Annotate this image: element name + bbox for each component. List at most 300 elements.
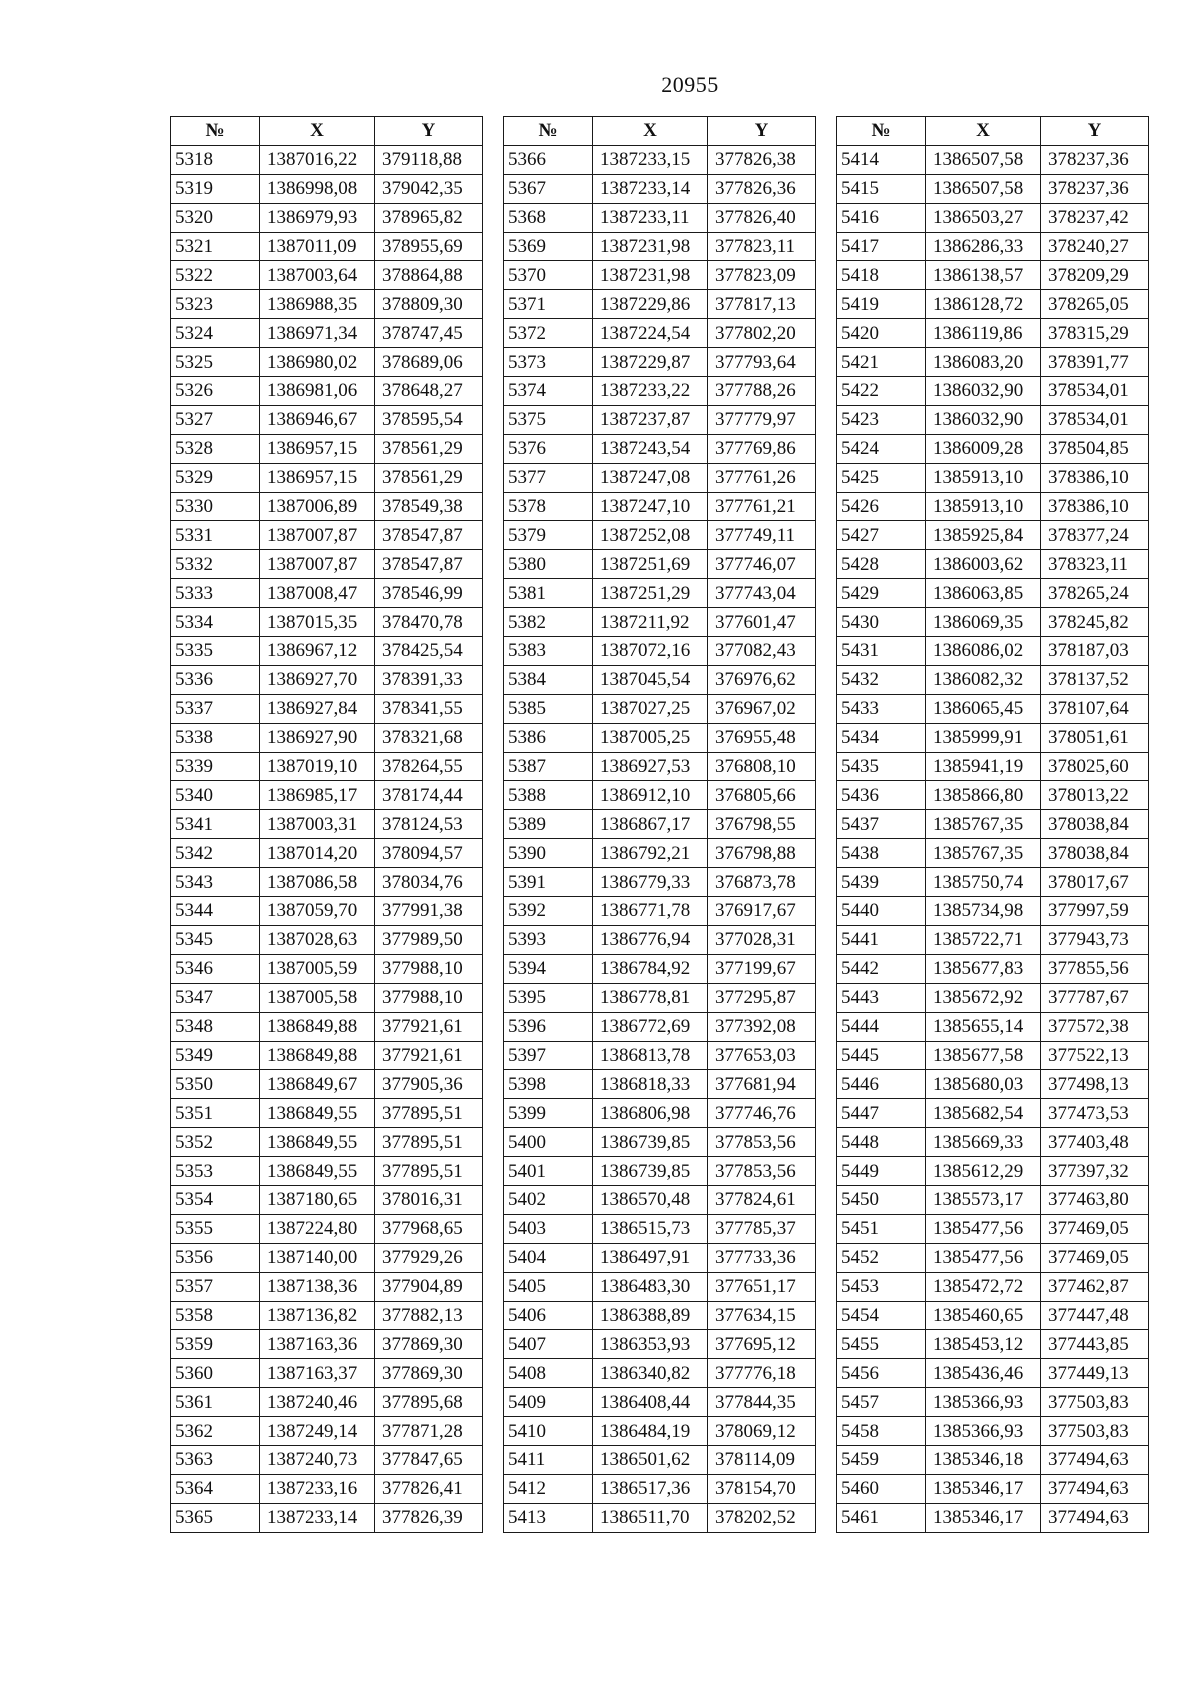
table-row <box>504 261 816 290</box>
point-number-cell: 5454 <box>837 1301 926 1330</box>
x-coordinate-cell: 1387233,15 <box>593 145 708 174</box>
point-number-cell: 5437 <box>837 810 926 839</box>
table-row <box>837 839 1149 868</box>
table-row <box>171 1243 483 1272</box>
x-coordinate-cell: 1385750,74 <box>926 868 1041 897</box>
x-coordinate-cell: 1386849,88 <box>260 1012 375 1041</box>
point-number-cell: 5423 <box>837 405 926 434</box>
table-row <box>171 897 483 926</box>
x-coordinate-cell: 1387231,98 <box>593 261 708 290</box>
x-coordinate-cell: 1387072,16 <box>593 637 708 666</box>
point-number-cell: 5380 <box>504 550 593 579</box>
x-coordinate-cell: 1385436,46 <box>926 1359 1041 1388</box>
x-coordinate-cell: 1386501,62 <box>593 1445 708 1474</box>
x-coordinate-cell: 1385999,91 <box>926 723 1041 752</box>
x-coordinate-cell: 1387224,54 <box>593 319 708 348</box>
point-number-cell: 5386 <box>504 723 593 752</box>
x-coordinate-cell: 1386927,70 <box>260 665 375 694</box>
point-number-cell: 5393 <box>504 925 593 954</box>
point-number-cell: 5417 <box>837 232 926 261</box>
y-coordinate-cell: 377943,73 <box>1041 925 1149 954</box>
point-number-cell: 5334 <box>171 608 260 637</box>
header-row <box>837 117 1149 146</box>
point-number-cell: 5376 <box>504 434 593 463</box>
table-row <box>171 232 483 261</box>
table-row <box>837 290 1149 319</box>
point-number-cell: 5349 <box>171 1041 260 1070</box>
y-coordinate-cell: 377826,41 <box>375 1474 483 1503</box>
y-coordinate-cell: 378051,61 <box>1041 723 1149 752</box>
table-row <box>837 521 1149 550</box>
x-coordinate-cell: 1387140,00 <box>260 1243 375 1272</box>
point-number-cell: 5403 <box>504 1214 593 1243</box>
y-coordinate-cell: 377895,51 <box>375 1128 483 1157</box>
table-row <box>504 810 816 839</box>
point-number-cell: 5375 <box>504 405 593 434</box>
x-coordinate-cell: 1387003,64 <box>260 261 375 290</box>
table-row <box>837 665 1149 694</box>
y-coordinate-cell: 376917,67 <box>708 897 816 926</box>
y-coordinate-cell: 377469,05 <box>1041 1214 1149 1243</box>
y-coordinate-cell: 377695,12 <box>708 1330 816 1359</box>
y-coordinate-cell: 378391,77 <box>1041 348 1149 377</box>
x-coordinate-cell: 1387240,73 <box>260 1445 375 1474</box>
point-number-cell: 5452 <box>837 1243 926 1272</box>
x-coordinate-cell: 1387240,46 <box>260 1388 375 1417</box>
table-row <box>504 405 816 434</box>
table-row <box>504 1388 816 1417</box>
y-coordinate-cell: 378689,06 <box>375 348 483 377</box>
point-number-cell: 5342 <box>171 839 260 868</box>
point-number-cell: 5436 <box>837 781 926 810</box>
y-coordinate-cell: 378264,55 <box>375 752 483 781</box>
x-coordinate-cell: 1386128,72 <box>926 290 1041 319</box>
table-row <box>504 637 816 666</box>
x-coordinate-cell: 1386927,90 <box>260 723 375 752</box>
y-coordinate-cell: 377785,37 <box>708 1214 816 1243</box>
x-coordinate-cell: 1387005,58 <box>260 983 375 1012</box>
y-coordinate-cell: 377991,38 <box>375 897 483 926</box>
table-row <box>837 145 1149 174</box>
table-row <box>837 637 1149 666</box>
table-row <box>837 1445 1149 1474</box>
table-row <box>171 752 483 781</box>
y-coordinate-cell: 378809,30 <box>375 290 483 319</box>
x-coordinate-cell: 1386946,67 <box>260 405 375 434</box>
point-number-cell: 5382 <box>504 608 593 637</box>
y-coordinate-cell: 379042,35 <box>375 174 483 203</box>
x-coordinate-cell: 1387003,31 <box>260 810 375 839</box>
x-coordinate-cell: 1386784,92 <box>593 954 708 983</box>
x-coordinate-cell: 1387005,25 <box>593 723 708 752</box>
x-coordinate-cell: 1386792,21 <box>593 839 708 868</box>
point-number-cell: 5344 <box>171 897 260 926</box>
header-x: X <box>260 117 375 146</box>
point-number-cell: 5333 <box>171 579 260 608</box>
table-row <box>837 1359 1149 1388</box>
y-coordinate-cell: 378034,76 <box>375 868 483 897</box>
point-number-cell: 5338 <box>171 723 260 752</box>
point-number-cell: 5399 <box>504 1099 593 1128</box>
x-coordinate-cell: 1386957,15 <box>260 463 375 492</box>
table-row <box>504 897 816 926</box>
x-coordinate-cell: 1386086,02 <box>926 637 1041 666</box>
table-row <box>837 1330 1149 1359</box>
point-number-cell: 5324 <box>171 319 260 348</box>
coordinates-table-3 <box>836 116 1149 1533</box>
x-coordinate-cell: 1387247,10 <box>593 492 708 521</box>
point-number-cell: 5400 <box>504 1128 593 1157</box>
y-coordinate-cell: 377826,39 <box>375 1503 483 1532</box>
x-coordinate-cell: 1386981,06 <box>260 377 375 406</box>
table-row <box>504 1359 816 1388</box>
x-coordinate-cell: 1386065,45 <box>926 694 1041 723</box>
y-coordinate-cell: 377761,26 <box>708 463 816 492</box>
point-number-cell: 5440 <box>837 897 926 926</box>
x-coordinate-cell: 1387233,11 <box>593 203 708 232</box>
y-coordinate-cell: 377572,38 <box>1041 1012 1149 1041</box>
y-coordinate-cell: 378864,88 <box>375 261 483 290</box>
point-number-cell: 5396 <box>504 1012 593 1041</box>
x-coordinate-cell: 1386806,98 <box>593 1099 708 1128</box>
table-row <box>837 405 1149 434</box>
y-coordinate-cell: 377844,35 <box>708 1388 816 1417</box>
y-coordinate-cell: 377855,56 <box>1041 954 1149 983</box>
point-number-cell: 5374 <box>504 377 593 406</box>
point-number-cell: 5395 <box>504 983 593 1012</box>
y-coordinate-cell: 378546,99 <box>375 579 483 608</box>
table-row <box>171 925 483 954</box>
y-coordinate-cell: 377392,08 <box>708 1012 816 1041</box>
x-coordinate-cell: 1385460,65 <box>926 1301 1041 1330</box>
point-number-cell: 5416 <box>837 203 926 232</box>
x-coordinate-cell: 1387027,25 <box>593 694 708 723</box>
x-coordinate-cell: 1385682,54 <box>926 1099 1041 1128</box>
table-row <box>504 203 816 232</box>
table-row <box>837 868 1149 897</box>
table-row <box>171 665 483 694</box>
table-row <box>504 723 816 752</box>
y-coordinate-cell: 378154,70 <box>708 1474 816 1503</box>
point-number-cell: 5361 <box>171 1388 260 1417</box>
header-x: X <box>926 117 1041 146</box>
y-coordinate-cell: 378561,29 <box>375 463 483 492</box>
y-coordinate-cell: 377498,13 <box>1041 1070 1149 1099</box>
x-coordinate-cell: 1387028,63 <box>260 925 375 954</box>
x-coordinate-cell: 1385913,10 <box>926 463 1041 492</box>
y-coordinate-cell: 378323,11 <box>1041 550 1149 579</box>
x-coordinate-cell: 1387233,14 <box>593 174 708 203</box>
y-coordinate-cell: 378265,05 <box>1041 290 1149 319</box>
y-coordinate-cell: 378377,24 <box>1041 521 1149 550</box>
x-coordinate-cell: 1386779,33 <box>593 868 708 897</box>
y-coordinate-cell: 377494,63 <box>1041 1474 1149 1503</box>
x-coordinate-cell: 1386517,36 <box>593 1474 708 1503</box>
x-coordinate-cell: 1387243,54 <box>593 434 708 463</box>
table-row <box>504 579 816 608</box>
point-number-cell: 5457 <box>837 1388 926 1417</box>
x-coordinate-cell: 1386818,33 <box>593 1070 708 1099</box>
table-row <box>171 203 483 232</box>
x-coordinate-cell: 1385680,03 <box>926 1070 1041 1099</box>
y-coordinate-cell: 378534,01 <box>1041 405 1149 434</box>
point-number-cell: 5392 <box>504 897 593 926</box>
point-number-cell: 5433 <box>837 694 926 723</box>
x-coordinate-cell: 1385472,72 <box>926 1272 1041 1301</box>
point-number-cell: 5434 <box>837 723 926 752</box>
point-number-cell: 5352 <box>171 1128 260 1157</box>
point-number-cell: 5332 <box>171 550 260 579</box>
y-coordinate-cell: 377743,04 <box>708 579 816 608</box>
point-number-cell: 5336 <box>171 665 260 694</box>
table-row <box>504 1272 816 1301</box>
y-coordinate-cell: 378240,27 <box>1041 232 1149 261</box>
y-coordinate-cell: 377824,61 <box>708 1185 816 1214</box>
y-coordinate-cell: 377494,63 <box>1041 1445 1149 1474</box>
y-coordinate-cell: 377295,87 <box>708 983 816 1012</box>
x-coordinate-cell: 1385734,98 <box>926 897 1041 926</box>
y-coordinate-cell: 378315,29 <box>1041 319 1149 348</box>
point-number-cell: 5348 <box>171 1012 260 1041</box>
table-row <box>171 434 483 463</box>
point-number-cell: 5378 <box>504 492 593 521</box>
table-row <box>504 1243 816 1272</box>
y-coordinate-cell: 378038,84 <box>1041 839 1149 868</box>
table-row <box>504 1330 816 1359</box>
table-row <box>504 1041 816 1070</box>
x-coordinate-cell: 1386353,93 <box>593 1330 708 1359</box>
y-coordinate-cell: 377463,80 <box>1041 1185 1149 1214</box>
point-number-cell: 5365 <box>171 1503 260 1532</box>
table-row <box>171 1070 483 1099</box>
point-number-cell: 5356 <box>171 1243 260 1272</box>
point-number-cell: 5337 <box>171 694 260 723</box>
x-coordinate-cell: 1385866,80 <box>926 781 1041 810</box>
table-row <box>171 1388 483 1417</box>
point-number-cell: 5318 <box>171 145 260 174</box>
point-number-cell: 5354 <box>171 1185 260 1214</box>
point-number-cell: 5406 <box>504 1301 593 1330</box>
y-coordinate-cell: 378595,54 <box>375 405 483 434</box>
y-coordinate-cell: 377082,43 <box>708 637 816 666</box>
y-coordinate-cell: 378016,31 <box>375 1185 483 1214</box>
point-number-cell: 5420 <box>837 319 926 348</box>
table-row <box>837 983 1149 1012</box>
x-coordinate-cell: 1387138,36 <box>260 1272 375 1301</box>
y-coordinate-cell: 378547,87 <box>375 521 483 550</box>
x-coordinate-cell: 1387247,08 <box>593 463 708 492</box>
table-row <box>504 290 816 319</box>
table-row <box>837 348 1149 377</box>
x-coordinate-cell: 1385669,33 <box>926 1128 1041 1157</box>
point-number-cell: 5355 <box>171 1214 260 1243</box>
y-coordinate-cell: 377968,65 <box>375 1214 483 1243</box>
table-row <box>504 839 816 868</box>
table-row <box>504 1099 816 1128</box>
table-row <box>171 1330 483 1359</box>
table-row <box>837 1070 1149 1099</box>
point-number-cell: 5347 <box>171 983 260 1012</box>
y-coordinate-cell: 376805,66 <box>708 781 816 810</box>
x-coordinate-cell: 1387211,92 <box>593 608 708 637</box>
x-coordinate-cell: 1385925,84 <box>926 521 1041 550</box>
table-row <box>837 1128 1149 1157</box>
x-coordinate-cell: 1385366,93 <box>926 1417 1041 1446</box>
y-coordinate-cell: 377921,61 <box>375 1041 483 1070</box>
x-coordinate-cell: 1387086,58 <box>260 868 375 897</box>
point-number-cell: 5325 <box>171 348 260 377</box>
x-coordinate-cell: 1386003,62 <box>926 550 1041 579</box>
x-coordinate-cell: 1386772,69 <box>593 1012 708 1041</box>
y-coordinate-cell: 377601,47 <box>708 608 816 637</box>
table-row <box>504 1445 816 1474</box>
x-coordinate-cell: 1386388,89 <box>593 1301 708 1330</box>
point-number-cell: 5341 <box>171 810 260 839</box>
y-coordinate-cell: 378391,33 <box>375 665 483 694</box>
point-number-cell: 5335 <box>171 637 260 666</box>
x-coordinate-cell: 1385941,19 <box>926 752 1041 781</box>
x-coordinate-cell: 1387011,09 <box>260 232 375 261</box>
x-coordinate-cell: 1387231,98 <box>593 232 708 261</box>
x-coordinate-cell: 1387008,47 <box>260 579 375 608</box>
x-coordinate-cell: 1385672,92 <box>926 983 1041 1012</box>
y-coordinate-cell: 376798,55 <box>708 810 816 839</box>
point-number-cell: 5383 <box>504 637 593 666</box>
x-coordinate-cell: 1387019,10 <box>260 752 375 781</box>
y-coordinate-cell: 378187,03 <box>1041 637 1149 666</box>
table-row <box>504 1301 816 1330</box>
table-row <box>504 983 816 1012</box>
y-coordinate-cell: 377779,97 <box>708 405 816 434</box>
table-row <box>171 174 483 203</box>
x-coordinate-cell: 1387180,65 <box>260 1185 375 1214</box>
y-coordinate-cell: 379118,88 <box>375 145 483 174</box>
y-coordinate-cell: 378386,10 <box>1041 463 1149 492</box>
y-coordinate-cell: 377988,10 <box>375 983 483 1012</box>
x-coordinate-cell: 1386511,70 <box>593 1503 708 1532</box>
y-coordinate-cell: 378561,29 <box>375 434 483 463</box>
x-coordinate-cell: 1385677,83 <box>926 954 1041 983</box>
header-row <box>504 117 816 146</box>
x-coordinate-cell: 1387059,70 <box>260 897 375 926</box>
table-row <box>837 954 1149 983</box>
x-coordinate-cell: 1385366,93 <box>926 1388 1041 1417</box>
point-number-cell: 5461 <box>837 1503 926 1532</box>
point-number-cell: 5421 <box>837 348 926 377</box>
y-coordinate-cell: 377681,94 <box>708 1070 816 1099</box>
x-coordinate-cell: 1386957,15 <box>260 434 375 463</box>
y-coordinate-cell: 378202,52 <box>708 1503 816 1532</box>
table-row <box>504 925 816 954</box>
point-number-cell: 5425 <box>837 463 926 492</box>
table-row <box>837 579 1149 608</box>
table-row <box>171 1359 483 1388</box>
y-coordinate-cell: 378386,10 <box>1041 492 1149 521</box>
y-coordinate-cell: 377921,61 <box>375 1012 483 1041</box>
y-coordinate-cell: 377746,76 <box>708 1099 816 1128</box>
table-row <box>504 174 816 203</box>
point-number-cell: 5320 <box>171 203 260 232</box>
x-coordinate-cell: 1386867,17 <box>593 810 708 839</box>
x-coordinate-cell: 1386340,82 <box>593 1359 708 1388</box>
y-coordinate-cell: 377746,07 <box>708 550 816 579</box>
x-coordinate-cell: 1385346,18 <box>926 1445 1041 1474</box>
point-number-cell: 5418 <box>837 261 926 290</box>
header-x: X <box>593 117 708 146</box>
x-coordinate-cell: 1386849,67 <box>260 1070 375 1099</box>
table-row <box>504 868 816 897</box>
point-number-cell: 5448 <box>837 1128 926 1157</box>
y-coordinate-cell: 377769,86 <box>708 434 816 463</box>
point-number-cell: 5412 <box>504 1474 593 1503</box>
point-number-cell: 5428 <box>837 550 926 579</box>
y-coordinate-cell: 377503,83 <box>1041 1388 1149 1417</box>
x-coordinate-cell: 1386998,08 <box>260 174 375 203</box>
y-coordinate-cell: 378955,69 <box>375 232 483 261</box>
point-number-cell: 5369 <box>504 232 593 261</box>
y-coordinate-cell: 377653,03 <box>708 1041 816 1070</box>
point-number-cell: 5390 <box>504 839 593 868</box>
x-coordinate-cell: 1385913,10 <box>926 492 1041 521</box>
x-coordinate-cell: 1386515,73 <box>593 1214 708 1243</box>
x-coordinate-cell: 1386849,55 <box>260 1099 375 1128</box>
header-y: Y <box>375 117 483 146</box>
table-row <box>504 752 816 781</box>
x-coordinate-cell: 1387045,54 <box>593 665 708 694</box>
y-coordinate-cell: 376808,10 <box>708 752 816 781</box>
x-coordinate-cell: 1387015,35 <box>260 608 375 637</box>
table-row <box>504 1128 816 1157</box>
table-row <box>171 1099 483 1128</box>
table-row <box>171 261 483 290</box>
x-coordinate-cell: 1386032,90 <box>926 377 1041 406</box>
point-number-cell: 5409 <box>504 1388 593 1417</box>
point-number-cell: 5427 <box>837 521 926 550</box>
point-number-cell: 5459 <box>837 1445 926 1474</box>
point-number-cell: 5391 <box>504 868 593 897</box>
x-coordinate-cell: 1386483,30 <box>593 1272 708 1301</box>
x-coordinate-cell: 1386570,48 <box>593 1185 708 1214</box>
table-row <box>171 319 483 348</box>
table-row <box>171 1157 483 1186</box>
table-row <box>171 868 483 897</box>
x-coordinate-cell: 1387005,59 <box>260 954 375 983</box>
coordinates-table-1 <box>170 116 483 1533</box>
y-coordinate-cell: 378209,29 <box>1041 261 1149 290</box>
x-coordinate-cell: 1386408,44 <box>593 1388 708 1417</box>
y-coordinate-cell: 377895,68 <box>375 1388 483 1417</box>
y-coordinate-cell: 377823,11 <box>708 232 816 261</box>
table-row <box>171 954 483 983</box>
y-coordinate-cell: 377853,56 <box>708 1157 816 1186</box>
y-coordinate-cell: 378174,44 <box>375 781 483 810</box>
table-row <box>837 1417 1149 1446</box>
x-coordinate-cell: 1387249,14 <box>260 1417 375 1446</box>
x-coordinate-cell: 1385477,56 <box>926 1243 1041 1272</box>
y-coordinate-cell: 378747,45 <box>375 319 483 348</box>
x-coordinate-cell: 1387237,87 <box>593 405 708 434</box>
point-number-cell: 5447 <box>837 1099 926 1128</box>
point-number-cell: 5368 <box>504 203 593 232</box>
x-coordinate-cell: 1386980,02 <box>260 348 375 377</box>
x-coordinate-cell: 1386813,78 <box>593 1041 708 1070</box>
header-number: № <box>837 117 926 146</box>
point-number-cell: 5438 <box>837 839 926 868</box>
table-row <box>171 1272 483 1301</box>
point-number-cell: 5446 <box>837 1070 926 1099</box>
table-row <box>171 377 483 406</box>
point-number-cell: 5444 <box>837 1012 926 1041</box>
